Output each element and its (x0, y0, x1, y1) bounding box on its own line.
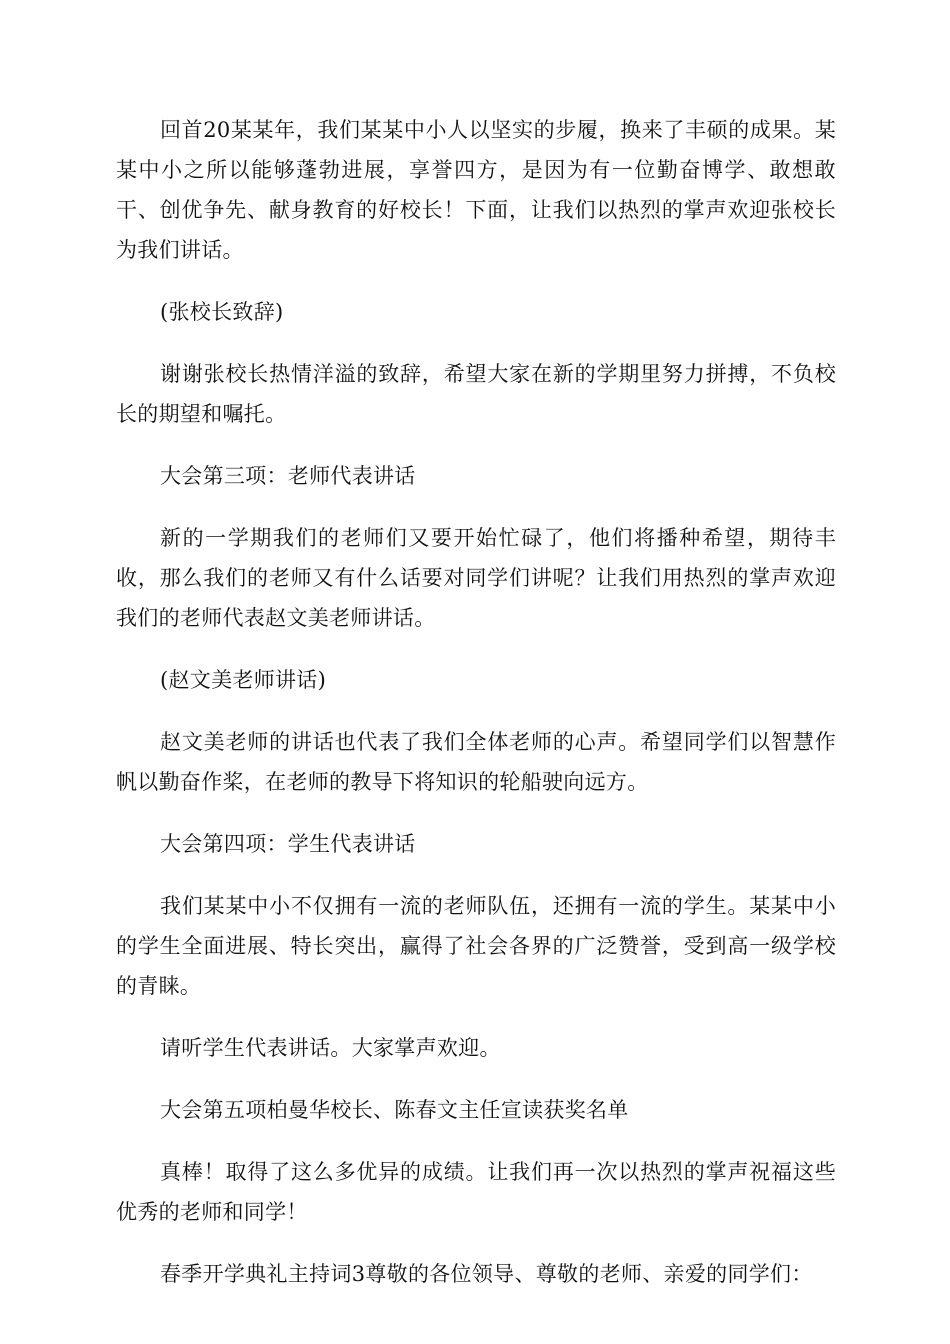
paragraph: 请听学生代表讲话。大家掌声欢迎。 (160, 1036, 501, 1060)
paragraph: 大会第五项柏曼华校长、陈春文主任宣读获奖名单 (160, 1098, 629, 1122)
paragraph: 我们某某中小不仅拥有一流的老师队伍，还拥有一流的学生。某某中小的学生全面进展、特长突出，赢得了社会各界的广泛赞誉，受到高一级学校的青睐。 (116, 894, 836, 998)
paragraph: 大会第四项：学生代表讲话 (160, 832, 416, 856)
paragraph: 春季开学典礼主持词3尊敬的各位领导、尊敬的老师、亲爱的同学们： (160, 1262, 813, 1286)
paragraph: 谢谢张校长热情洋溢的致辞，希望大家在新的学期里努力拼搏，不负校长的期望和嘱托。 (116, 362, 836, 426)
paragraph: 回首20某某年，我们某某中小人以坚实的步履，换来了丰硕的成果。某某中小之所以能够蓬勃进展，享誉四方，是因为有一位勤奋博学、敢想敢干、创优争先、献身教育的好校长！下面，让我们以热烈的掌声欢迎张校长为我们讲话。 (116, 118, 836, 262)
paragraph: 新的一学期我们的老师们又要开始忙碌了，他们将播种希望，期待丰收，那么我们的老师又有什么话要对同学们讲呢？让我们用热烈的掌声欢迎我们的老师代表赵文美老师讲话。 (116, 526, 836, 630)
paragraph: 真棒！取得了这么多优异的成绩。让我们再一次以热烈的掌声祝福这些优秀的老师和同学！ (116, 1160, 836, 1224)
paragraph: (张校长致辞) (160, 300, 284, 324)
paragraph: 赵文美老师的讲话也代表了我们全体老师的心声。希望同学们以智慧作帆以勤奋作桨，在老师的教导下将知识的轮船驶向远方。 (116, 730, 836, 794)
paragraph: (赵文美老师讲话) (160, 668, 327, 692)
document-page (116, 110, 836, 1316)
paragraph: 大会第三项：老师代表讲话 (160, 464, 416, 488)
